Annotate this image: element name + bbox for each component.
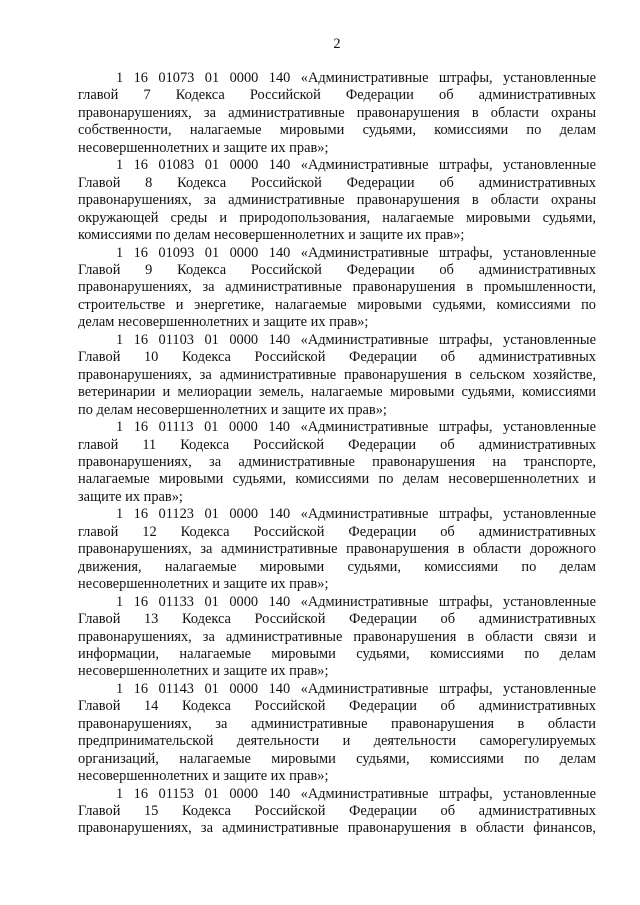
paragraph-line: по делам несовершеннолетних и защите их прав»;	[78, 401, 387, 418]
paragraph-line: информации, налагаемые мировыми судьями, комиссиями по делам	[78, 645, 596, 662]
paragraph	[78, 419, 596, 506]
document-body	[78, 70, 596, 838]
page-number: 2	[333, 36, 341, 52]
paragraph-line: собственности, налагаемые мировыми судьями, комиссиями по делам	[78, 122, 596, 139]
paragraph-line: Главой 10 Кодекса Российской Федерации об административных	[78, 349, 596, 366]
document-page	[78, 36, 596, 838]
paragraph-line: правонарушениях, за административные правонарушения в области	[78, 715, 596, 732]
paragraph-line: несовершеннолетних и защите их прав»;	[78, 139, 329, 156]
paragraph	[78, 681, 596, 786]
paragraph-line: правонарушениях, за административные правонарушения в сельском хозяйстве,	[78, 366, 596, 383]
paragraph	[78, 157, 596, 244]
paragraph	[78, 70, 596, 157]
paragraph-line: движения, налагаемые мировыми судьями, комиссиями по делам	[78, 558, 596, 575]
paragraph-line: 1 16 01073 01 0000 140 «Административные штрафы, установленные	[116, 70, 596, 86]
paragraph-line: организаций, налагаемые мировыми судьями, комиссиями по делам	[78, 750, 596, 767]
paragraph	[78, 786, 596, 838]
paragraph-line: 1 16 01093 01 0000 140 «Административные штрафы, установленные	[116, 244, 596, 261]
paragraph-line: комиссиями по делам несовершеннолетних и защите их прав»;	[78, 227, 465, 244]
paragraph-line: налагаемые мировыми судьями, комиссиями по делам несовершеннолетних и	[78, 471, 596, 488]
paragraph-line: несовершеннолетних и защите их прав»;	[78, 768, 329, 785]
paragraph-line: несовершеннолетних и защите их прав»;	[78, 576, 329, 593]
paragraph-line: 1 16 01123 01 0000 140 «Административные штрафы, установленные	[116, 506, 596, 523]
paragraph-line: главой 12 Кодекса Российской Федерации об административных	[78, 523, 596, 540]
paragraph-line: правонарушениях, за административные правонарушения на транспорте,	[78, 453, 596, 470]
paragraph	[78, 594, 596, 681]
paragraph-line: Главой 13 Кодекса Российской Федерации об административных	[78, 611, 596, 628]
paragraph-line: главой 11 Кодекса Российской Федерации об административных	[78, 436, 596, 453]
paragraph-line: главой 7 Кодекса Российской Федерации об административных	[78, 87, 596, 104]
paragraph	[78, 245, 596, 332]
paragraph	[78, 506, 596, 593]
paragraph-line: 1 16 01083 01 0000 140 «Административные штрафы, установленные	[116, 157, 596, 174]
paragraph-line: правонарушениях, за административные правонарушения в области финансов,	[78, 820, 596, 837]
paragraph-line: 1 16 01133 01 0000 140 «Административные штрафы, установленные	[116, 593, 596, 610]
paragraph-line: правонарушениях, за административные правонарушения в промышленности,	[78, 279, 596, 296]
paragraph-line: правонарушениях, за административные правонарушения в области охраны	[78, 192, 596, 209]
paragraph-line: окружающей среды и природопользования, налагаемые мировыми судьями,	[78, 209, 596, 226]
paragraph-line: Главой 15 Кодекса Российской Федерации об административных	[78, 803, 596, 820]
paragraph-line: правонарушениях, за административные правонарушения в области дорожного	[78, 541, 596, 558]
paragraph-line: 1 16 01103 01 0000 140 «Административные штрафы, установленные	[116, 331, 596, 348]
paragraph-line: строительстве и энергетике, налагаемые мировыми судьями, комиссиями по	[78, 296, 596, 313]
paragraph-line: правонарушениях, за административные правонарушения в области охраны	[78, 104, 596, 121]
paragraph	[78, 332, 596, 419]
paragraph-line: Главой 8 Кодекса Российской Федерации об административных	[78, 174, 596, 191]
paragraph-line: Главой 9 Кодекса Российской Федерации об административных	[78, 261, 596, 278]
paragraph-line: 1 16 01113 01 0000 140 «Административные штрафы, установленные	[116, 419, 596, 436]
paragraph-line: ветеринарии и мелиорации земель, налагаемые мировыми судьями, комиссиями	[78, 384, 596, 401]
paragraph-line: делам несовершеннолетних и защите их прав»;	[78, 314, 369, 331]
paragraph-line: 1 16 01143 01 0000 140 «Административные штрафы, установленные	[116, 680, 596, 697]
paragraph-line: предпринимательской деятельности и деятельности саморегулируемых	[78, 733, 596, 750]
paragraph-line: правонарушениях, за административные правонарушения в области связи и	[78, 628, 596, 645]
paragraph-line: 1 16 01153 01 0000 140 «Административные штрафы, установленные	[116, 785, 596, 802]
paragraph-line: Главой 14 Кодекса Российской Федерации об административных	[78, 698, 596, 715]
paragraph-line: несовершеннолетних и защите их прав»;	[78, 663, 329, 680]
paragraph-line: защите их прав»;	[78, 488, 183, 505]
